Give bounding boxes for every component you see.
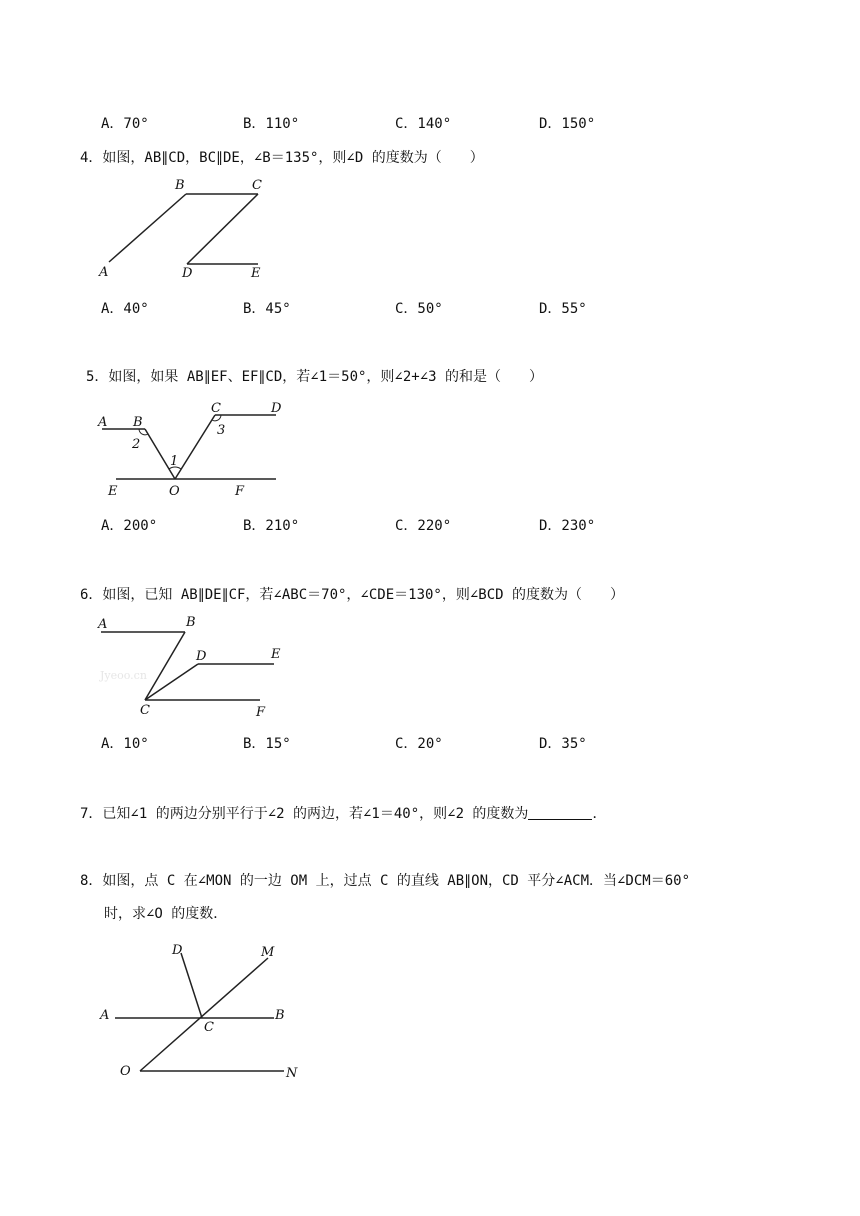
q8-ray-om — [140, 958, 268, 1071]
q4-option-d: D．55° — [539, 301, 587, 317]
q6-label-c: C — [140, 703, 150, 718]
q4-segment-cd — [187, 194, 258, 264]
q3-option-b: B．110° — [243, 116, 300, 132]
q8-label-b: B — [275, 1008, 285, 1023]
q4-option-c: C．50° — [395, 301, 443, 317]
q4-label-c: C — [252, 178, 262, 193]
q8-figure — [96, 938, 316, 1088]
q7-stem — [80, 803, 606, 823]
q8-stem-line1: 8．如图，点 C 在∠MON 的一边 OM 上，过点 C 的直线 AB∥ON，CD 平分∠ACM．当∠DCM＝60° — [80, 873, 691, 889]
q3-option-a: A．70° — [101, 116, 149, 132]
q5-label-b: B — [133, 415, 143, 430]
q6-segment-cd — [145, 664, 198, 700]
q8-label-m: M — [261, 945, 275, 960]
q4-stem: 4．如图，AB∥CD，BC∥DE，∠B＝135°，则∠D 的度数为（ ） — [80, 150, 484, 166]
q5-segment-oc — [175, 415, 215, 479]
q8-label-a: A — [100, 1008, 110, 1023]
q6-label-e: E — [271, 647, 281, 662]
q5-stem: 5．如图，如果 AB∥EF、EF∥CD，若∠1＝50°，则∠2+∠3 的和是（ ） — [86, 369, 544, 385]
q4-label-a: A — [99, 265, 109, 280]
q6-option-a: A．10° — [101, 736, 149, 752]
q5-option-d: D．230° — [539, 518, 596, 534]
q6-watermark: Jyeoo.cn — [100, 669, 147, 682]
q8-label-o: O — [120, 1064, 131, 1079]
q5-label-angle-1: 1 — [170, 454, 179, 469]
q3-option-c: C．140° — [395, 116, 452, 132]
q6-option-c: C．20° — [395, 736, 443, 752]
q4-figure — [96, 176, 276, 286]
q4-label-d: D — [182, 266, 193, 281]
q6-label-f: F — [256, 705, 266, 720]
q5-label-angle-2: 2 — [132, 437, 141, 452]
q4-option-b: B．45° — [243, 301, 291, 317]
q5-figure — [96, 398, 286, 502]
q5-option-c: C．220° — [395, 518, 452, 534]
q4-option-a: A．40° — [101, 301, 149, 317]
q6-option-d: D．35° — [539, 736, 587, 752]
q6-figure — [94, 612, 284, 722]
q7-stem-end: ． — [592, 806, 607, 822]
q8-stem-line2: 时，求∠O 的度数． — [104, 906, 228, 922]
q5-label-o: O — [169, 484, 180, 499]
q8-label-d: D — [172, 943, 183, 958]
q8-label-n: N — [286, 1066, 298, 1081]
q6-option-b: B．15° — [243, 736, 291, 752]
q6-label-a: A — [98, 617, 108, 632]
q7-stem-text: 7．已知∠1 的两边分别平行于∠2 的两边，若∠1＝40°，则∠2 的度数为 — [80, 806, 529, 822]
q8-ray-cd — [181, 953, 202, 1018]
q8-label-c: C — [204, 1020, 214, 1035]
q3-option-d: D．150° — [539, 116, 596, 132]
q6-segment-bc — [145, 632, 185, 700]
q4-label-e: E — [251, 266, 261, 281]
q5-option-a: A．200° — [101, 518, 158, 534]
q5-label-a: A — [98, 415, 108, 430]
q4-label-b: B — [175, 178, 185, 193]
q5-label-d: D — [271, 401, 282, 416]
q5-label-c: C — [211, 401, 221, 416]
q6-label-d: D — [196, 649, 207, 664]
q4-segment-ab — [109, 194, 186, 262]
q5-label-f: F — [235, 484, 245, 499]
q5-option-b: B．210° — [243, 518, 300, 534]
q6-stem: 6．如图，已知 AB∥DE∥CF，若∠ABC＝70°，∠CDE＝130°，则∠BCD 的度数为（ ） — [80, 587, 625, 603]
q6-label-b: B — [186, 615, 196, 630]
q7-answer-blank[interactable] — [528, 805, 592, 820]
q5-label-e: E — [108, 484, 118, 499]
q5-label-angle-3: 3 — [217, 423, 226, 438]
